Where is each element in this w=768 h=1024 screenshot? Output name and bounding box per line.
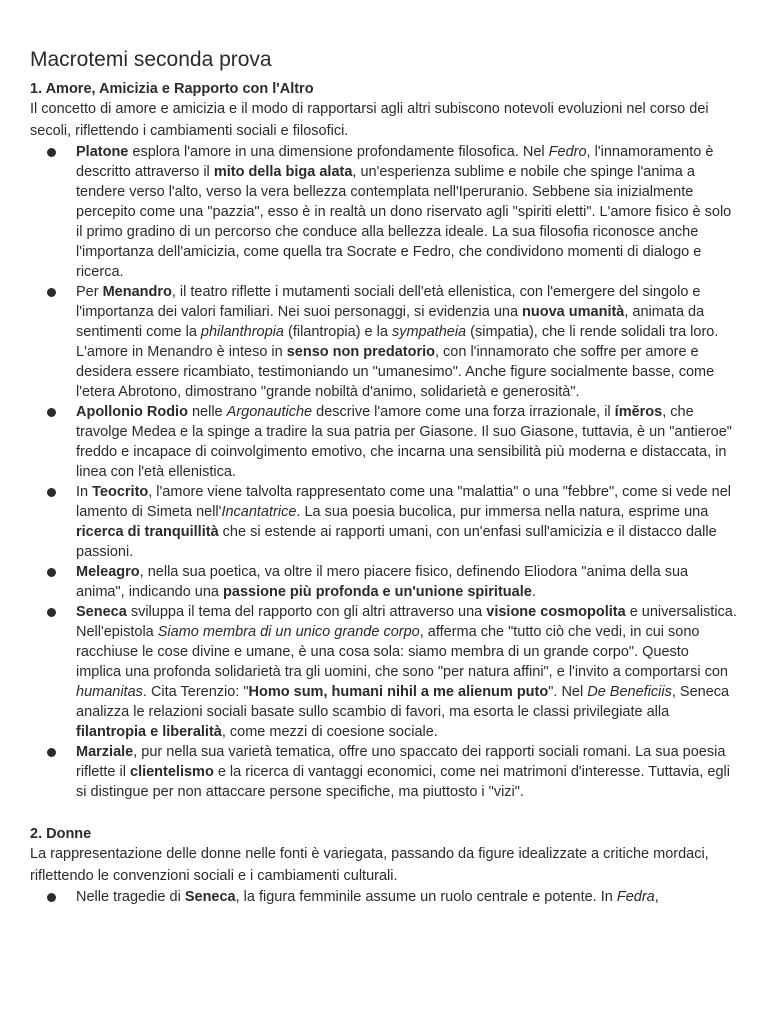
text-run: (filantropia) e la xyxy=(283,324,392,340)
bold-text: Teocrito xyxy=(92,484,149,500)
italic-text: Fedro xyxy=(548,144,587,160)
bold-text: Platone xyxy=(76,144,129,160)
text-run: . Cita Terenzio: " xyxy=(142,684,249,700)
section-intro: La rappresentazione delle donne nelle fonti è variegata, passando da figure idealizzate a critiche mordaci, riflettendo le convenzioni sociali e i cambiamenti culturali. xyxy=(30,846,709,884)
bold-text: Seneca xyxy=(184,889,236,905)
bullet-icon xyxy=(47,568,56,577)
bold-text: clientelismo xyxy=(130,764,214,780)
text-run: , pur nella sua varietà tematica, offre uno spaccato dei rapporti sociali romani. La sua poesia riflette il xyxy=(76,744,726,780)
text-run: sviluppa il tema del rapporto con gli altri attraverso una xyxy=(126,604,487,620)
document-title: Macrotemi seconda prova xyxy=(30,48,272,71)
bullet-item xyxy=(30,402,738,482)
text-run: Per xyxy=(76,284,103,300)
bullet-item xyxy=(30,142,738,282)
bold-text: Apollonio Rodio xyxy=(76,404,188,420)
bullet-item xyxy=(30,482,738,562)
section-intro: Il concetto di amore e amicizia e il modo di rapportarsi agli altri subiscono notevoli evoluzioni nel corso dei secoli, riflettendo i cambiamenti sociali e filosofici. xyxy=(30,101,709,139)
text-run: esplora l'amore in una dimensione profondamente filosofica. Nel xyxy=(128,144,549,160)
bold-text: Menandro xyxy=(102,284,172,300)
bold-text: mito della biga alata xyxy=(213,164,353,180)
text-run: In xyxy=(76,484,93,500)
text-run: . La sua poesia bucolica, pur immersa nella natura, esprime una xyxy=(296,504,709,520)
text-run: , l'amore viene talvolta rappresentato come una "malattia" o una "febbre", come si vede nel lamento di Simeta nell' xyxy=(76,484,731,520)
section-heading: 1. Amore, Amicizia e Rapporto con l'Altro xyxy=(30,81,314,97)
text-run: . xyxy=(531,584,536,600)
section-heading: 2. Donne xyxy=(30,826,92,842)
bold-text: passione più profonda e un'unione spirituale xyxy=(223,584,532,600)
bullet-list xyxy=(30,142,738,802)
text-run: , animata da sentimenti come la xyxy=(76,304,705,340)
bold-text: Seneca xyxy=(76,604,127,620)
bullet-item xyxy=(30,602,738,742)
bullet-icon xyxy=(47,408,56,417)
bullet-icon xyxy=(47,893,56,902)
bullet-item xyxy=(30,887,738,907)
italic-text: humanitas xyxy=(76,684,143,700)
text-run: ". Nel xyxy=(548,684,588,700)
text-run: nelle xyxy=(187,404,227,420)
text-run: e universalistica. Nell'epistola xyxy=(76,604,737,640)
section-spacer xyxy=(30,802,738,824)
italic-text: Fedra xyxy=(616,889,655,905)
italic-text: Siamo membra di un unico grande corpo xyxy=(157,624,420,640)
bullet-icon xyxy=(47,148,56,157)
italic-text: De Beneficiis xyxy=(587,684,672,700)
text-run: (simpatia), che li rende solidali tra loro. L'amore in Menandro è inteso in xyxy=(76,324,719,360)
bold-text: Marziale xyxy=(76,744,134,760)
bullet-item xyxy=(30,742,738,802)
section-2 xyxy=(30,824,738,907)
text-run: , il teatro riflette i mutamenti sociali dell'età ellenistica, con l'emergere del singolo e l'importanza dei valori familiari. Nei suoi personaggi, si evidenzia una xyxy=(76,284,701,320)
bold-text: ricerca di tranquillità xyxy=(76,524,219,540)
text-run: , xyxy=(654,889,659,905)
italic-text: Argonautiche xyxy=(226,404,313,420)
section-1 xyxy=(30,79,738,802)
text-run: , afferma che "tutto ciò che vedi, in cui sono racchiuse le cose divine e umane, è una cosa sola: siamo membra di un grande corpo". Questo implica una profonda solidarietà tra gli uomini, che sono "per natura affini", e l'invito a comportarsi con xyxy=(76,624,728,680)
italic-text: Incantatrice xyxy=(221,504,297,520)
bullet-icon xyxy=(47,288,56,297)
text-run: Nelle tragedie di xyxy=(76,889,185,905)
bold-text: nuova umanità xyxy=(522,304,625,320)
bullet-icon xyxy=(47,748,56,757)
bullet-item xyxy=(30,562,738,602)
text-run: , con l'innamorato che soffre per amore e desidera essere ricambiato, testimoniando un "umanesimo". Anche figure socialmente basse, come l'etera Abrotono, dimostrano "grande nobiltà d'animo, solidarietà e generosità". xyxy=(76,344,715,400)
text-run: , nella sua poetica, va oltre il mero piacere fisico, definendo Eliodora "anima della sua anima", indicando una xyxy=(76,564,689,600)
bold-text: Homo sum, humani nihil a me alienum puto xyxy=(248,684,549,700)
text-run: e la ricerca di vantaggi economici, come nei matrimoni d'interesse. Tuttavia, egli si distingue per non attaccare persone specifiche, ma piuttosto i "vizi". xyxy=(76,764,730,800)
text-run: , la figura femminile assume un ruolo centrale e potente. In xyxy=(235,889,617,905)
text-run: , che travolge Medea e la spinge a tradire la sua patria per Giasone. Il suo Giasone, tuttavia, è un "antieroe" freddo e incapace di coinvolgimento emotivo, che incarna una sensibilità più moderna e distaccata, in linea con l'età ellenistica. xyxy=(76,404,732,480)
italic-text: sympatheia xyxy=(391,324,467,340)
bold-text: ímĕros xyxy=(614,404,663,420)
bullet-icon xyxy=(47,608,56,617)
text-run: , Seneca analizza le relazioni sociali basate sullo scambio di favori, ma esorta le classi privilegiate alla xyxy=(76,684,730,720)
text-run: , un'esperienza sublime e nobile che spinge l'anima a tendere verso l'alto, verso la vera bellezza contemplata nell'Iperuranio. Sebbene sia inizialmente percepito come una "pazzia", esso è in realtà un dono riservato agli "spiriti eletti". L'amore fisico è solo il primo gradino di un percorso che conduce alla bellezza ideale. La sua filosofia riconosce anche l'importanza dell'amicizia, come quella tra Socrate e Fedro, che condividono momenti di dialogo e ricerca. xyxy=(76,164,732,280)
text-run: descrive l'amore come una forza irrazionale, il xyxy=(312,404,615,420)
bullet-item xyxy=(30,282,738,402)
bold-text: Meleagro xyxy=(76,564,140,580)
bullet-icon xyxy=(47,488,56,497)
bullet-list xyxy=(30,887,738,907)
bold-text: filantropia e liberalità xyxy=(76,724,222,740)
text-run: , come mezzi di coesione sociale. xyxy=(221,724,438,740)
text-run: , l'innamoramento è descritto attraverso il xyxy=(76,144,714,180)
text-run: che si estende ai rapporti umani, con un'enfasi sull'amicizia e il distacco dalle passioni. xyxy=(76,524,717,560)
bold-text: senso non predatorio xyxy=(286,344,435,360)
italic-text: philanthropia xyxy=(200,324,284,340)
bold-text: visione cosmopolita xyxy=(486,604,626,620)
